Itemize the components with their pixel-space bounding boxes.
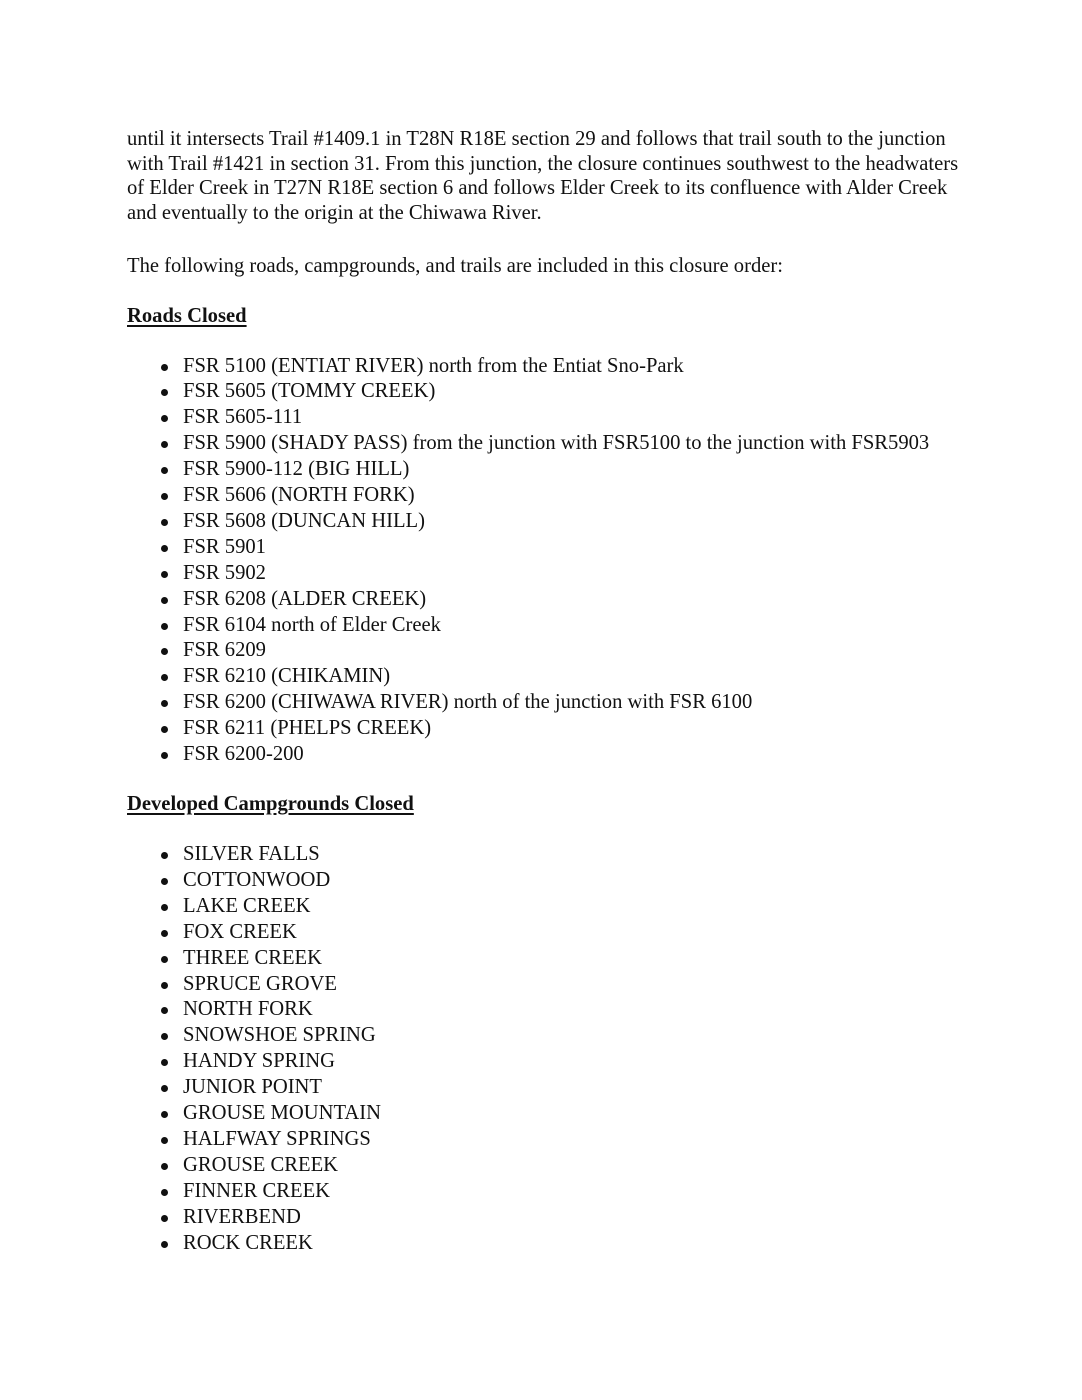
list-item <box>127 561 967 587</box>
list-item <box>127 690 967 716</box>
road-item: FSR 6209 <box>183 639 266 662</box>
bullet-icon <box>161 982 168 989</box>
bullet-icon <box>161 930 168 937</box>
campground-item: THREE CREEK <box>183 946 322 969</box>
bullet-icon <box>161 571 168 578</box>
list-item <box>127 535 967 561</box>
bullet-icon <box>161 752 168 759</box>
list-item <box>127 587 967 613</box>
bullet-icon <box>161 674 168 681</box>
campground-item: HALFWAY SPRINGS <box>183 1127 371 1150</box>
bullet-icon <box>161 493 168 500</box>
bullet-icon <box>161 597 168 604</box>
bullet-icon <box>161 1215 168 1222</box>
campground-item: FINNER CREEK <box>183 1179 331 1202</box>
bullet-icon <box>161 441 168 448</box>
road-item: FSR 6208 (ALDER CREEK) <box>183 587 427 610</box>
bullet-icon <box>161 467 168 474</box>
roads-closed-list <box>127 354 967 769</box>
list-item <box>127 716 967 742</box>
list-item <box>127 1153 967 1179</box>
list-item <box>127 1023 967 1049</box>
list-item <box>127 894 967 920</box>
list-item <box>127 664 967 690</box>
list-item <box>127 1179 967 1205</box>
campground-item: RIVERBEND <box>183 1205 301 1228</box>
bullet-icon <box>161 904 168 911</box>
list-item <box>127 613 967 639</box>
list-item <box>127 920 967 946</box>
bullet-icon <box>161 700 168 707</box>
list-item <box>127 842 967 868</box>
bullet-icon <box>161 726 168 733</box>
list-item <box>127 1231 967 1257</box>
bullet-icon <box>161 1163 168 1170</box>
bullet-icon <box>161 519 168 526</box>
list-item <box>127 431 967 457</box>
bullet-icon <box>161 1137 168 1144</box>
campground-item: SNOWSHOE SPRING <box>183 1024 376 1047</box>
bullet-icon <box>161 415 168 422</box>
road-item: FSR 5605-111 <box>183 406 303 429</box>
road-item: FSR 6210 (CHIKAMIN) <box>183 665 391 688</box>
list-item <box>127 946 967 972</box>
bullet-icon <box>161 1111 168 1118</box>
road-item: FSR 5605 (TOMMY CREEK) <box>183 380 436 403</box>
list-item <box>127 509 967 535</box>
bullet-icon <box>161 1189 168 1196</box>
bullet-icon <box>161 1033 168 1040</box>
campgrounds-closed-heading: Developed Campgrounds Closed <box>127 793 414 815</box>
document-page <box>127 127 967 1257</box>
list-item <box>127 972 967 998</box>
road-item: FSR 6200 (CHIWAWA RIVER) north of the junction with FSR 6100 <box>183 691 753 714</box>
lead-in-sentence: The following roads, campgrounds, and trails are included in this closure order: <box>127 255 783 277</box>
list-item <box>127 997 967 1023</box>
intro-paragraph: until it intersects Trail #1409.1 in T28N R18E section 29 and follows that trail south to the junction with Trail #1421 in section 31. From this junction, the closure continues southwest to the headwaters of Elder Creek in T27N R18E section 6 and follows Elder Creek to its confluence with Alder Creek and eventually to the origin at the Chiwawa River. <box>127 128 959 224</box>
road-item: FSR 5901 <box>183 535 266 558</box>
list-item <box>127 1205 967 1231</box>
campground-item: SILVER FALLS <box>183 843 320 865</box>
list-item <box>127 1075 967 1101</box>
bullet-icon <box>161 956 168 963</box>
list-item <box>127 379 967 405</box>
campground-item: JUNIOR POINT <box>183 1076 323 1099</box>
road-item: FSR 6200-200 <box>183 743 304 766</box>
campground-item: COTTONWOOD <box>183 868 331 891</box>
campground-item: SPRUCE GROVE <box>183 972 337 995</box>
list-item <box>127 1101 967 1127</box>
bullet-icon <box>161 389 168 396</box>
road-item: FSR 5902 <box>183 561 266 584</box>
list-item <box>127 405 967 431</box>
bullet-icon <box>161 545 168 552</box>
bullet-icon <box>161 648 168 655</box>
bullet-icon <box>161 623 168 630</box>
road-item: FSR 5606 (NORTH FORK) <box>183 484 415 507</box>
road-item: FSR 6104 north of Elder Creek <box>183 613 441 636</box>
road-item: FSR 5100 (ENTIAT RIVER) north from the Entiat Sno-Park <box>183 354 684 377</box>
bullet-icon <box>161 1059 168 1066</box>
bullet-icon <box>161 364 168 371</box>
road-item: FSR 5608 (DUNCAN HILL) <box>183 509 425 532</box>
list-item <box>127 868 967 894</box>
campground-item: GROUSE CREEK <box>183 1153 339 1176</box>
roads-closed-heading: Roads Closed <box>127 304 247 327</box>
campground-item: FOX CREEK <box>183 920 297 943</box>
campground-item: ROCK CREEK <box>183 1231 313 1254</box>
list-item <box>127 1049 967 1075</box>
bullet-icon <box>161 852 168 859</box>
campground-item: GROUSE MOUNTAIN <box>183 1102 381 1125</box>
list-item <box>127 638 967 664</box>
road-item: FSR 5900 (SHADY PASS) from the junction with FSR5100 to the junction with FSR5903 <box>183 432 930 455</box>
campground-item: LAKE CREEK <box>183 894 311 917</box>
list-item <box>127 354 967 380</box>
road-item: FSR 6211 (PHELPS CREEK) <box>183 717 432 740</box>
bullet-icon <box>161 1007 168 1014</box>
list-item <box>127 457 967 483</box>
list-item <box>127 1127 967 1153</box>
list-item <box>127 742 967 768</box>
bullet-icon <box>161 1085 168 1092</box>
road-item: FSR 5900-112 (BIG HILL) <box>183 458 410 481</box>
campground-item: HANDY SPRING <box>183 1050 335 1073</box>
campgrounds-closed-list <box>127 842 967 1257</box>
bullet-icon <box>161 1241 168 1248</box>
bullet-icon <box>161 878 168 885</box>
list-item <box>127 483 967 509</box>
campground-item: NORTH FORK <box>183 998 313 1021</box>
